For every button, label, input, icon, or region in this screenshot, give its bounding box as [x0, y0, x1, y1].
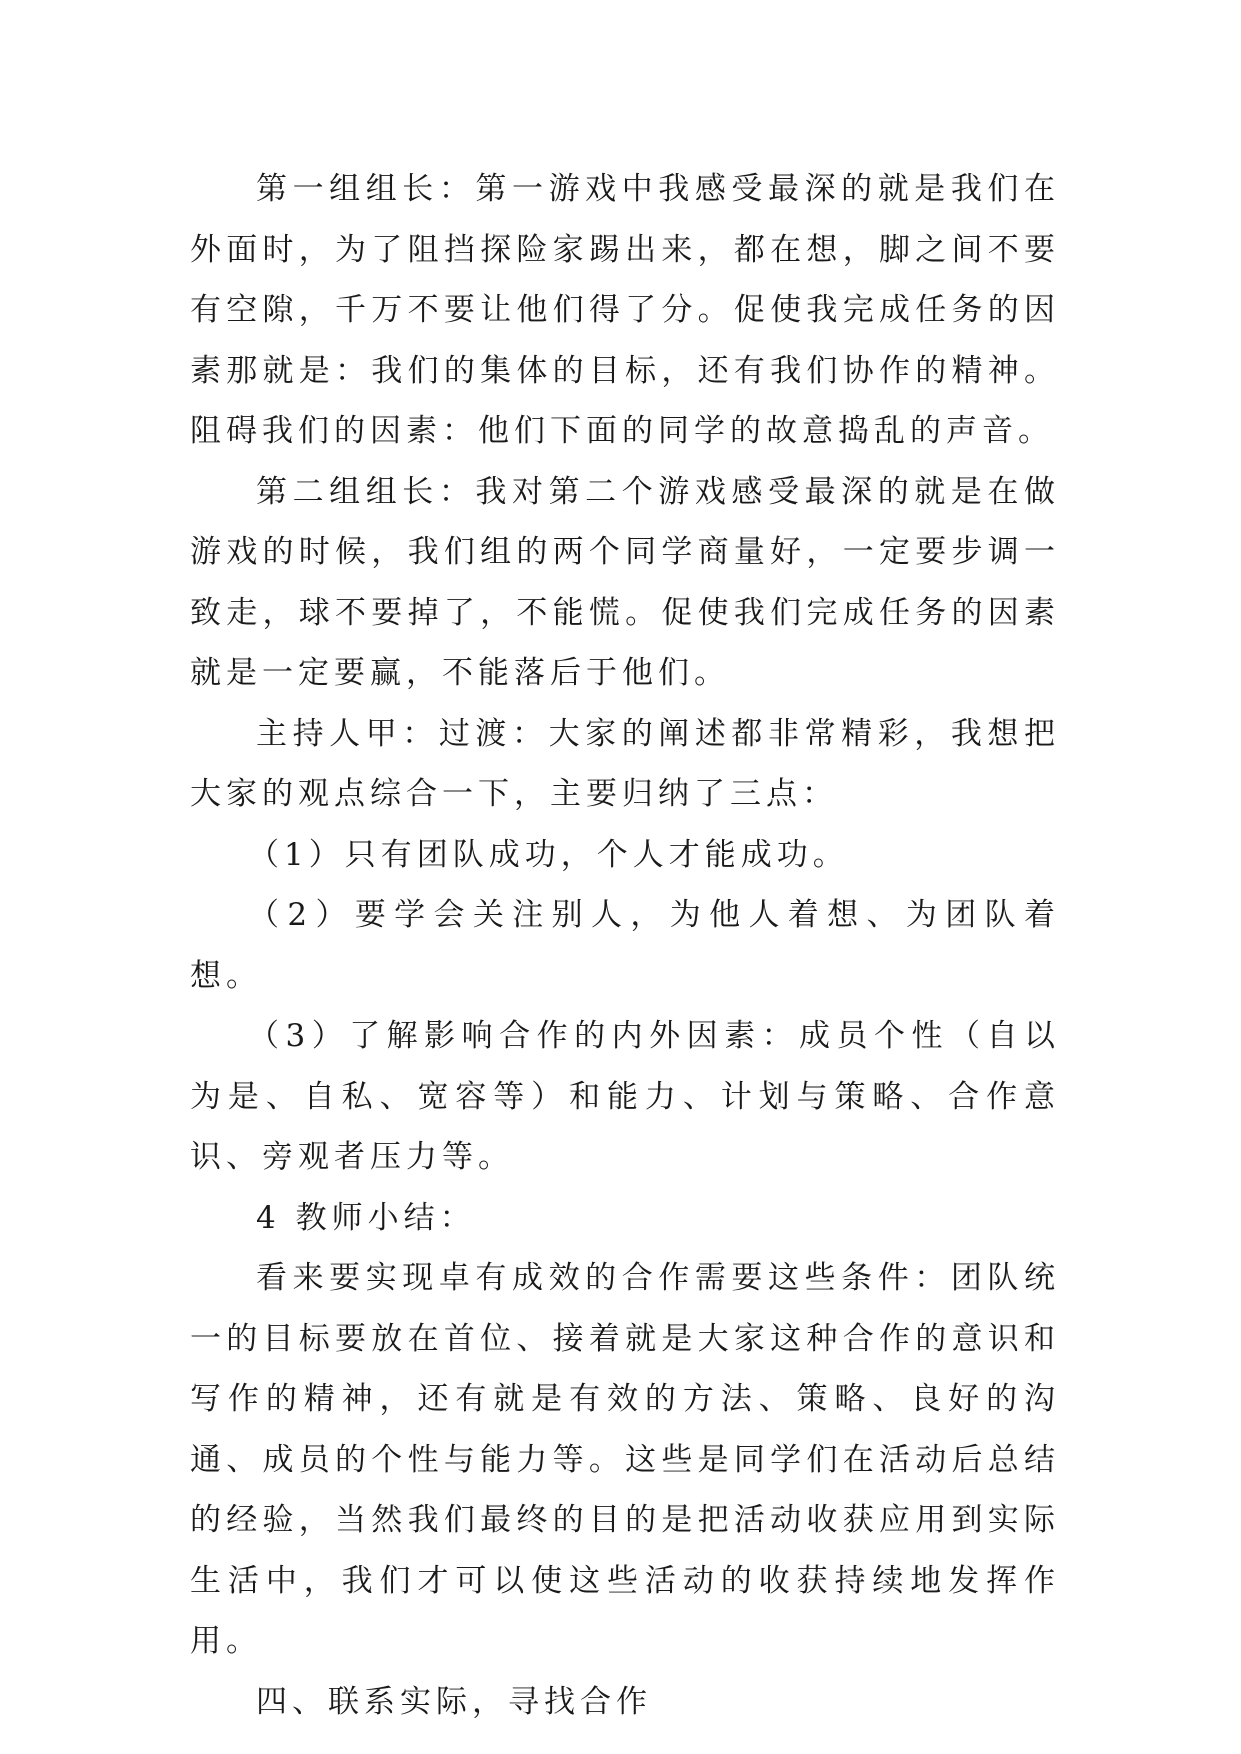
list-item-point-1: （1）只有团队成功，个人才能成功。	[248, 836, 849, 873]
list-item-point-2: （2）要学会关注别人，为他人着想、为团队着想。	[190, 897, 1060, 994]
section-heading-part-four: 四、联系实际，寻找合作	[256, 1683, 652, 1720]
paragraph-host-transition: 主持人甲：过渡：大家的阐述都非常精彩，我想把大家的观点综合一下，主要归纳了三点：	[190, 715, 1060, 812]
section-heading-teacher-summary: 4 教师小结：	[256, 1199, 476, 1236]
paragraph-group1-leader: 第一组组长：第一游戏中我感受最深的就是我们在外面时，为了阻挡探险家踢出来，都在想，脚之间不要有空隙，千万不要让他们得了分。促使我完成任务的因素那就是：我们的集体的目标，还有我们协作的精神。阻碍我们的因素：他们下面的同学的故意捣乱的声音。	[190, 171, 1060, 449]
document-body	[190, 159, 1060, 1732]
paragraph-teacher-summary: 看来要实现卓有成效的合作需要这些条件：团队统一的目标要放在首位、接着就是大家这种合作的意识和写作的精神，还有就是有效的方法、策略、良好的沟通、成员的个性与能力等。这些是同学们在活动后总结的经验，当然我们最终的目的是把活动收获应用到实际生活中，我们才可以使这些活动的收获持续地发挥作用。	[190, 1260, 1060, 1659]
paragraph-group2-leader: 第二组组长：我对第二个游戏感受最深的就是在做游戏的时候，我们组的两个同学商量好，一定要步调一致走，球不要掉了，不能慌。促使我们完成任务的因素就是一定要赢，不能落后于他们。	[190, 473, 1060, 691]
list-item-point-3: （3）了解影响合作的内外因素：成员个性（自以为是、自私、宽容等）和能力、计划与策略、合作意识、旁观者压力等。	[190, 1018, 1060, 1175]
